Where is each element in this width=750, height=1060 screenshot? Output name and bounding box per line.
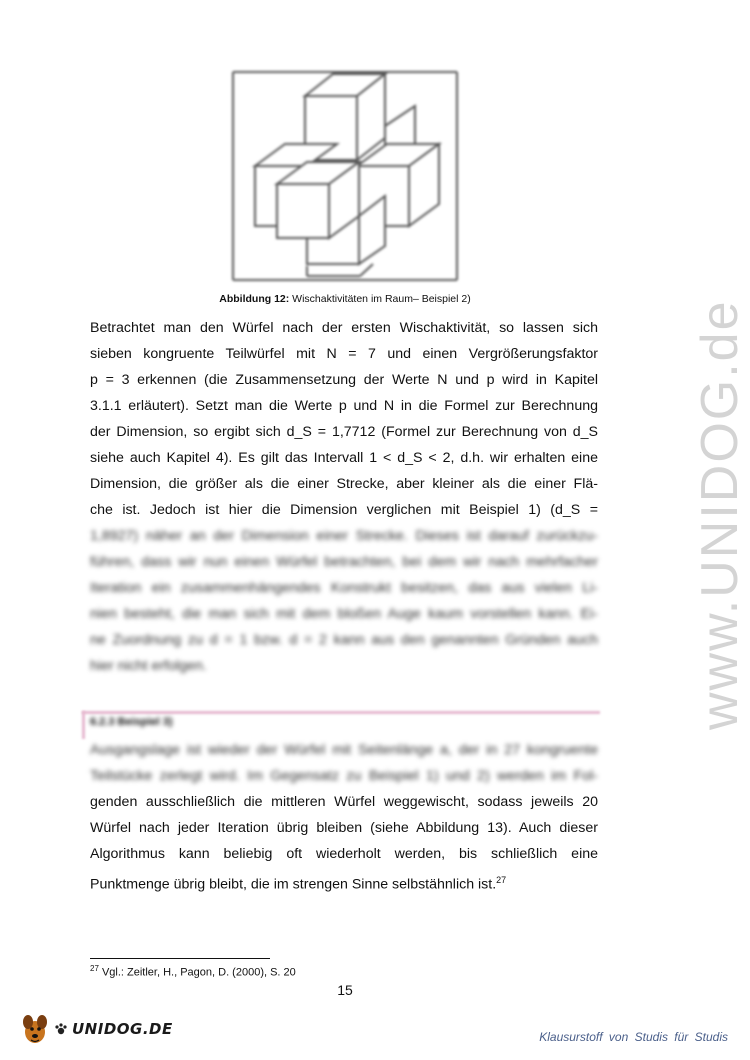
cube-figure: [225, 66, 465, 286]
text-line: der Dimension, so ergibt sich d_S = 1,7712 (Formel zur Berechnung von d_S: [90, 424, 598, 440]
caption-text: Wischaktivitäten im Raum– Beispiel 2): [289, 293, 471, 305]
text-line: 1,8927) näher an der Dimension einer Strecke. Dieses ist darauf zurückzu-: [90, 528, 598, 544]
text-line: Würfel nach jeder Iteration übrig bleiben (siehe Abbildung 13). Auch dieser: [90, 820, 598, 836]
blurred-text-block: [90, 737, 598, 789]
text-line: siehe auch Kapitel 4). Es gilt das Intervall 1 < d_S < 2, d.h. wir erhalten eine: [90, 450, 598, 466]
footnote-ref[interactable]: 27: [496, 875, 507, 885]
text-line: Iteration ein zusammenhängendes Konstrukt besitzen, das aus vielen Li-: [90, 580, 598, 596]
watermark: www.UNIDOG.de: [691, 299, 749, 730]
unidog-logo[interactable]: [20, 1012, 173, 1046]
section-heading-bar: [82, 711, 85, 739]
paw-icon: [54, 1022, 68, 1036]
cube-drawing: [225, 66, 465, 286]
text-line: che ist. Jedoch ist hier die Dimension verglichen mit Beispiel 1) (d_S =: [90, 502, 598, 518]
section-heading-rule: [82, 711, 600, 714]
footnote-rule: [90, 958, 270, 959]
text-line: p = 3 erkennen (die Zusammensetzung der Werte N und p wird in Kapitel: [90, 372, 598, 388]
text-line: ne Zuordnung zu d = 1 bzw. d = 2 kann aus den genannten Gründen auch: [90, 632, 598, 648]
text-line: Ausgangslage ist wieder der Würfel mit Seitenlänge a, der in 27 kongruente: [90, 742, 598, 758]
slogan: Klausurstoff von Studis für Studis: [539, 1030, 728, 1044]
section-heading: 6.2.3 Beispiel 3): [90, 716, 173, 728]
text-line: führen, dass wir nun einen Würfel betrachten, bei dem wir nach mehrfacher: [90, 554, 598, 570]
text-line-content: Punktmenge übrig bleibt, die im strengen Sinne selbstähnlich ist.: [90, 876, 497, 893]
text-line: Teilstücke zerlegt wird. Im Gegensatz zu Beispiel 1) und 2) werden im Fol-: [90, 768, 598, 784]
text-line: nien besteht, die man sich mit dem bloßen Auge kaum vorstellen kann. Ei-: [90, 606, 598, 622]
text-line: Algorithmus kann beliebig oft wiederholt werden, bis schließlich eine: [90, 846, 598, 862]
caption-label: Abbildung 12:: [219, 293, 290, 305]
dog-icon: [20, 1012, 50, 1046]
figure-caption: [90, 293, 600, 305]
text-line: genden ausschließlich die mittleren Würfel weggewischt, sodass jeweils 20: [90, 794, 598, 810]
text-line: [90, 867, 598, 898]
paragraph-2: [90, 737, 598, 898]
paragraph-1: [90, 315, 598, 679]
footnote: [90, 964, 296, 979]
text-line: sieben kongruente Teilwürfel mit N = 7 und einen Vergrößerungsfaktor: [90, 346, 598, 362]
text-line: Dimension, die größer als die einer Strecke, aber kleiner als die einer Flä-: [90, 476, 598, 492]
text-line: Betrachtet man den Würfel nach der ersten Wischaktivität, so lassen sich: [90, 320, 598, 336]
footnote-text: Vgl.: Zeitler, H., Pagon, D. (2000), S. 20: [98, 966, 296, 979]
logo-text: UNIDOG.DE: [72, 1020, 173, 1038]
text-line: 3.1.1 erläutert). Setzt man die Werte p und N in die Formel zur Berechnung: [90, 398, 598, 414]
text-line: hier nicht erfolgen.: [90, 658, 207, 674]
footnote-number: 27: [90, 964, 99, 973]
blurred-text-block: [90, 523, 598, 679]
page-number: 15: [337, 982, 353, 998]
